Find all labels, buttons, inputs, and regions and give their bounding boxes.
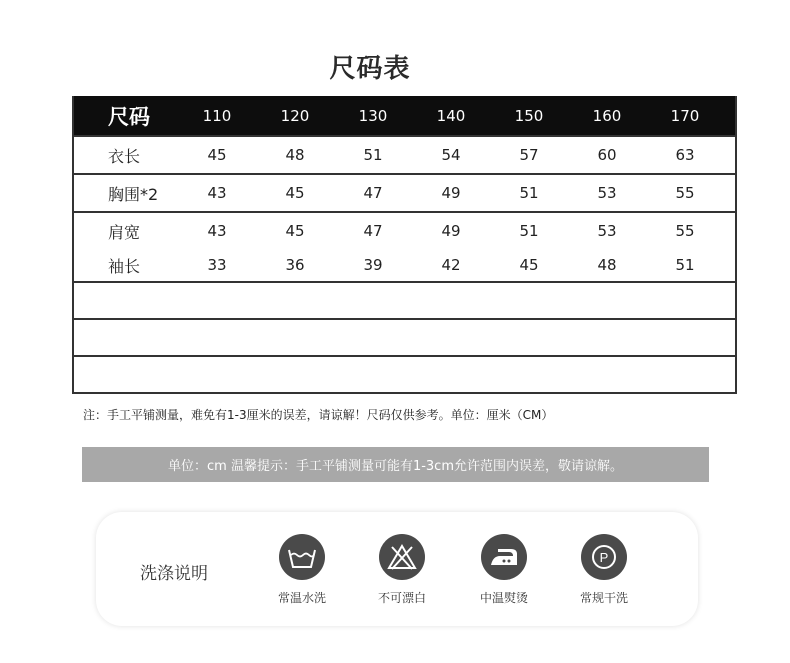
size-150: 150 [514,106,544,125]
table-cell: 43 [207,222,227,240]
table-header-row [74,96,735,135]
care-item-dryclean [559,534,649,606]
row-label: 袖长 [108,256,141,276]
table-cell: 55 [675,184,695,202]
table-cell: 49 [441,184,461,202]
size-170: 170 [670,106,700,125]
size-130: 130 [358,106,388,125]
care-label: 常温水洗 [277,591,326,605]
table-row [74,135,735,173]
table-cell: 48 [285,146,305,164]
empty-table-row [74,281,735,318]
row-label: 胸围*2 [108,184,159,204]
care-label: 中温熨烫 [479,591,528,605]
table-cell: 60 [597,146,617,164]
page-title: 尺码表 [329,54,411,84]
table-cell: 54 [441,146,461,164]
row-label: 肩宽 [108,222,141,242]
dry-clean-icon [581,534,627,580]
table-cell: 42 [441,256,461,274]
table-cell: 39 [363,256,383,274]
no-bleach-icon [379,534,425,580]
table-cell: 45 [207,146,227,164]
svg-text:P: P [599,550,609,565]
care-item-wash [257,534,347,606]
table-cell: 36 [285,256,305,274]
care-item-bleach [357,534,447,606]
table-cell: 63 [675,146,695,164]
table-cell: 47 [363,222,383,240]
row-label: 衣长 [108,146,141,166]
table-cell: 53 [597,222,617,240]
size-140: 140 [436,106,466,125]
table-cell: 55 [675,222,695,240]
measurement-note: 注：手工平铺测量，难免有1-3厘米的误差，请谅解！尺码仅供参考。单位：厘米（CM） [83,408,554,422]
table-cell: 45 [519,256,539,274]
care-instructions-panel [96,512,698,626]
care-item-iron [459,534,549,606]
table-cell: 51 [363,146,383,164]
washing-icon [279,534,325,580]
warm-tip-banner: 单位：cm 温馨提示：手工平铺测量可能有1-3cm允许范围内误差，敬请谅解。 [82,447,709,482]
table-cell: 51 [519,222,539,240]
table-cell: 48 [597,256,617,274]
table-cell: 51 [675,256,695,274]
header-label: 尺码 [108,104,150,129]
care-label: 不可漂白 [377,591,426,605]
table-cell: 57 [519,146,539,164]
table-cell: 45 [285,184,305,202]
size-110: 110 [202,106,232,125]
size-table [72,96,737,394]
empty-table-row [74,355,735,392]
table-row [74,211,735,249]
empty-table-row [74,318,735,355]
care-label: 常规干洗 [579,591,628,605]
table-cell: 51 [519,184,539,202]
table-cell: 49 [441,222,461,240]
iron-icon [481,534,527,580]
table-cell: 33 [207,256,227,274]
table-cell: 53 [597,184,617,202]
table-row [74,249,735,281]
table-row [74,173,735,211]
table-cell: 45 [285,222,305,240]
table-cell: 47 [363,184,383,202]
size-160: 160 [592,106,622,125]
size-120: 120 [280,106,310,125]
table-cell: 43 [207,184,227,202]
care-title: 洗涤说明 [140,564,208,584]
